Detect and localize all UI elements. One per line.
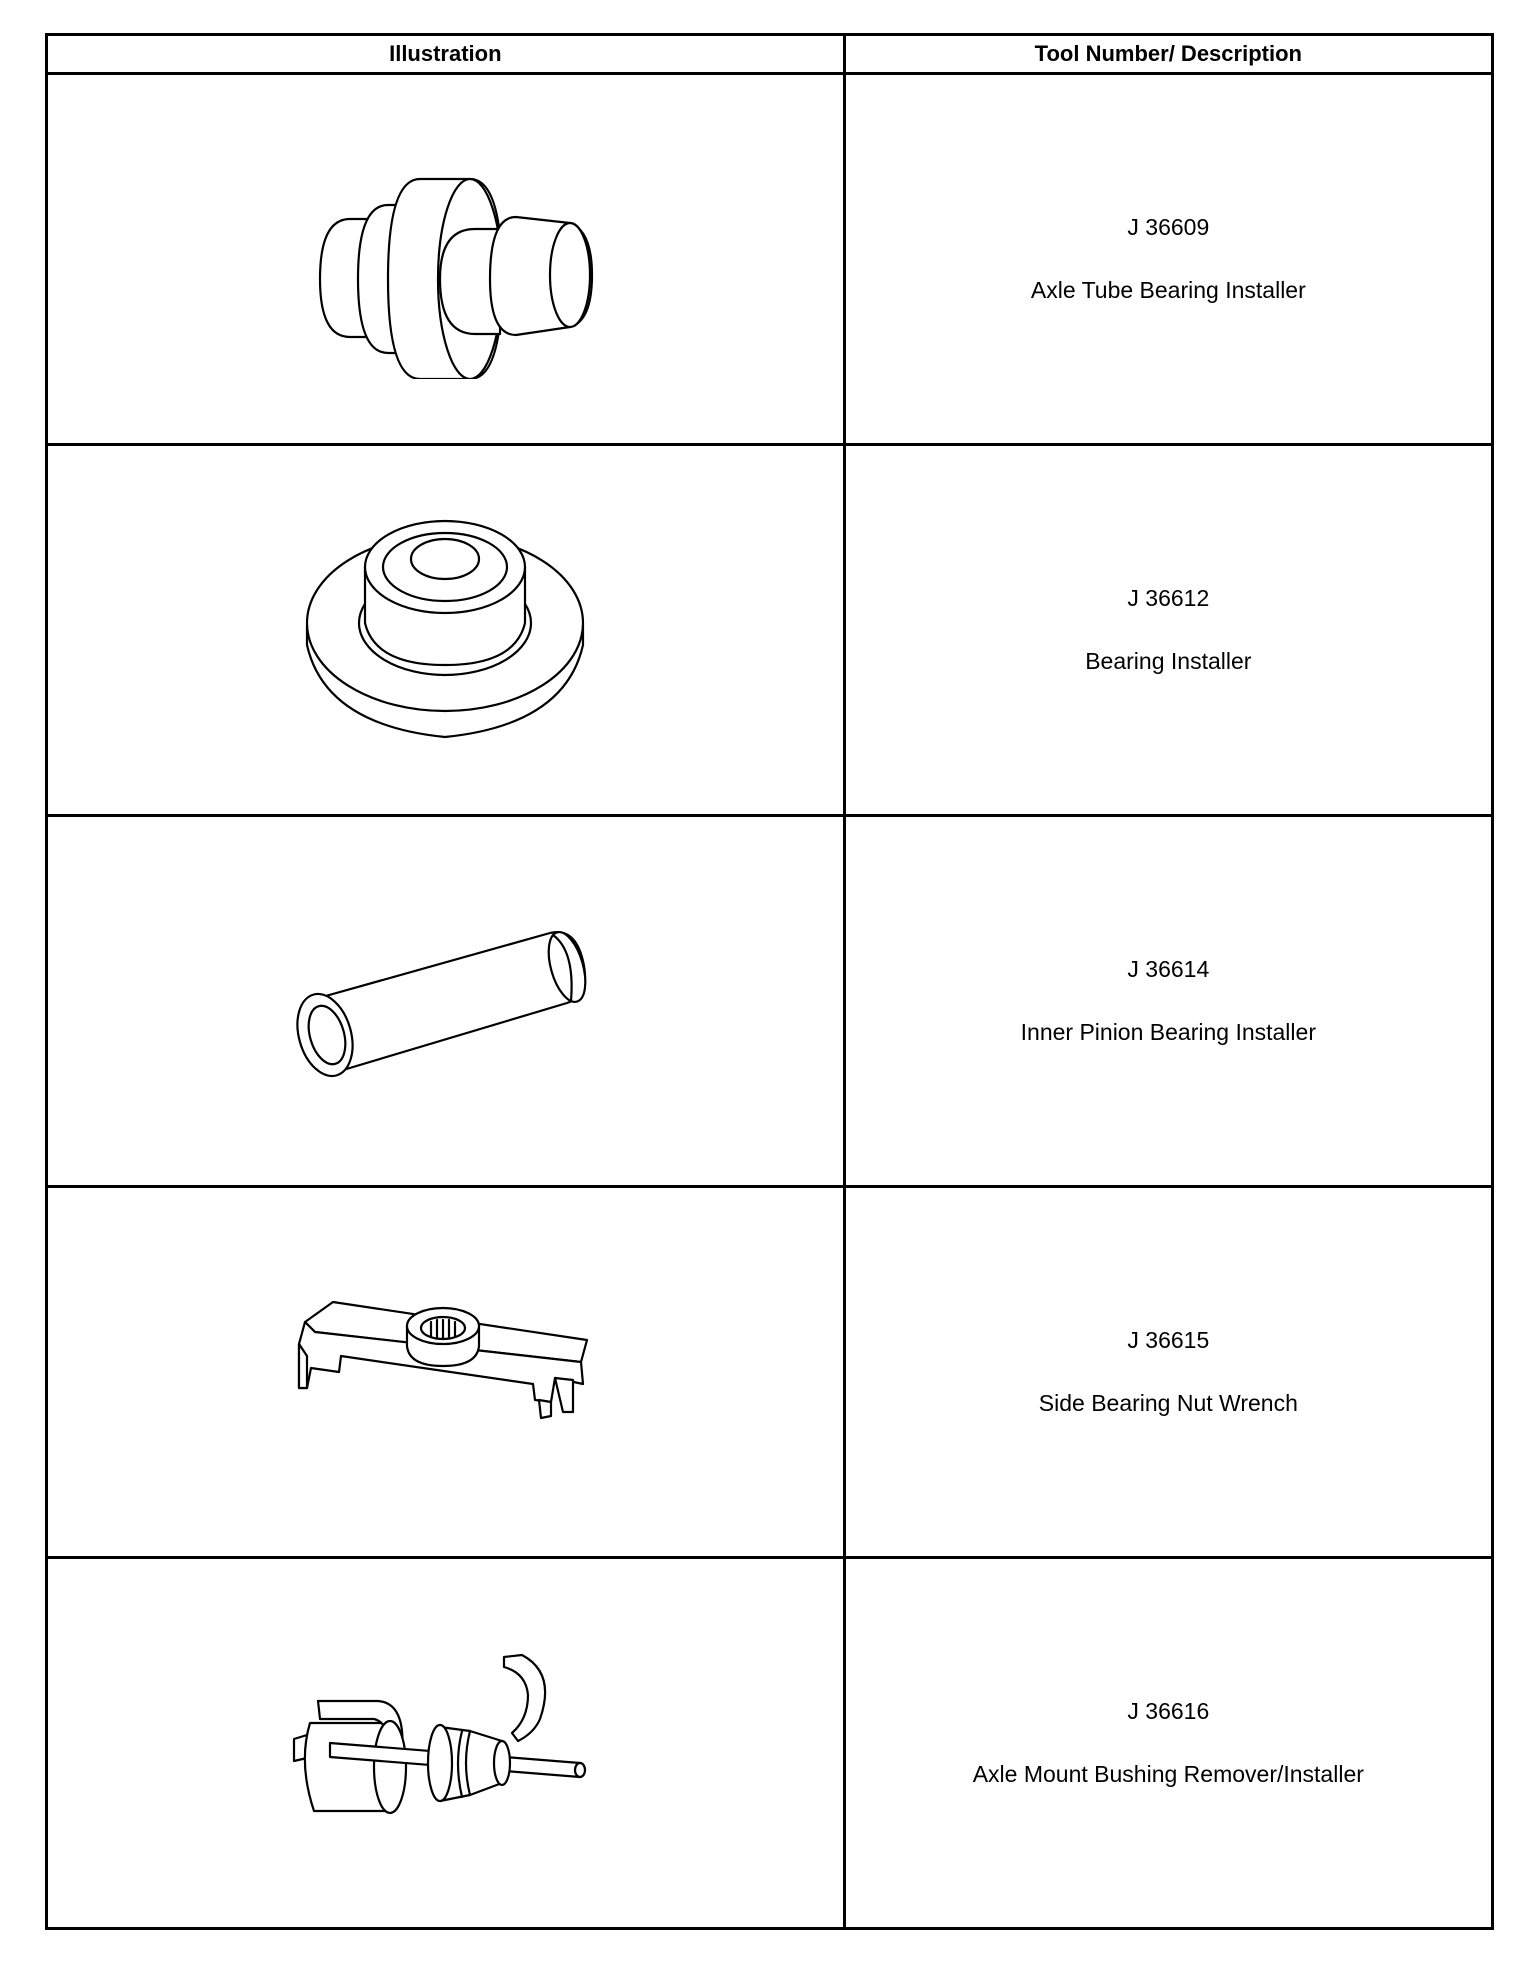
tool-description-cell xyxy=(844,74,1492,445)
table-row xyxy=(47,1558,1493,1929)
header-tool-number-description: Tool Number/ Description xyxy=(844,35,1492,74)
tool-description: Side Bearing Nut Wrench xyxy=(1038,1390,1298,1416)
tool-number: J 36616 xyxy=(1127,1698,1210,1724)
illustration-cell xyxy=(47,445,845,816)
tool-description-cell xyxy=(844,1558,1492,1929)
table-row xyxy=(47,1187,1493,1558)
tool-description: Axle Tube Bearing Installer xyxy=(1030,277,1306,303)
illustration-cell xyxy=(47,816,845,1187)
tool-description: Bearing Installer xyxy=(1085,648,1252,674)
illustration-cell xyxy=(47,74,845,445)
tool-number: J 36609 xyxy=(1127,214,1210,240)
table-row xyxy=(47,74,1493,445)
inner-pinion-bearing-installer-icon xyxy=(285,911,605,1091)
table-row xyxy=(47,816,1493,1187)
tool-description-cell xyxy=(844,816,1492,1187)
side-bearing-nut-wrench-icon xyxy=(285,1292,605,1452)
tool-number: J 36614 xyxy=(1127,956,1210,982)
tool-description: Axle Mount Bushing Remover/Installer xyxy=(972,1761,1364,1787)
tool-number: J 36615 xyxy=(1127,1327,1210,1353)
tool-number: J 36612 xyxy=(1127,585,1210,611)
header-illustration: Illustration xyxy=(47,35,845,74)
illustration-cell xyxy=(47,1187,845,1558)
axle-mount-bushing-remover-installer-icon xyxy=(290,1643,600,1843)
tool-description: Inner Pinion Bearing Installer xyxy=(1020,1019,1316,1045)
tool-description-cell xyxy=(844,445,1492,816)
axle-tube-bearing-installer-icon xyxy=(280,139,610,379)
bearing-installer-icon xyxy=(295,515,595,745)
tool-table xyxy=(45,33,1494,1930)
illustration-cell xyxy=(47,1558,845,1929)
tool-description-cell xyxy=(844,1187,1492,1558)
header-row xyxy=(47,35,1493,74)
table-row xyxy=(47,445,1493,816)
